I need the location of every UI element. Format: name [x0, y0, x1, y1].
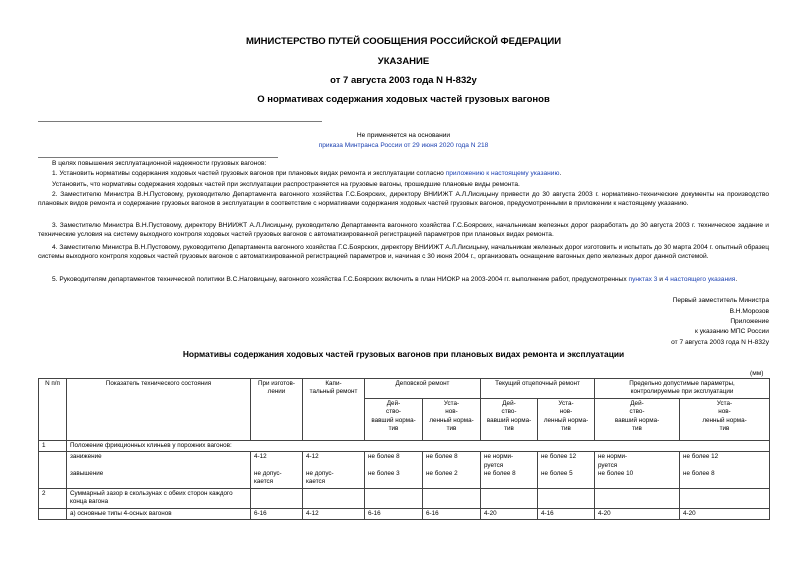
- document-type: УКАЗАНИЕ: [377, 56, 430, 67]
- paragraph-3: 3. Заместителю Министра В.Н.Пустовому, директору ВНИИЖТ А.Л.Лисицыну, руководителю Департамента вагонного хозяйства Г.С.Боярских, начальникам железных дорог разработать до 30 августа 2003 г. техническое задание и технические условия на систему выходного контроля ходовых частей грузовых вагонов с автоматизированной регистрацией параметров при плановых видах ремонта.: [38, 222, 769, 239]
- signature-name: В.Н.Морозов: [729, 308, 769, 315]
- document-title: О нормативах содержания ходовых частей грузовых вагонов: [257, 94, 550, 105]
- cell-current-active: не норми- руется не более 8: [481, 452, 538, 489]
- notice-link-line: [0, 142, 807, 149]
- header-num: N п/п: [39, 379, 67, 441]
- table-row: [39, 452, 770, 489]
- intro-paragraph: В целях повышения эксплуатационной надежности грузовых вагонов:: [52, 160, 267, 167]
- subheader-established: Уста- нов- ленный норма- тив: [423, 398, 481, 440]
- table-row: [39, 440, 770, 451]
- row-num: 1: [39, 440, 67, 451]
- subheader-active: Дей- ство- вавший норма- тив: [481, 398, 538, 440]
- appendix-label: Приложение: [730, 318, 769, 325]
- subheader-active: Дей- ство- вавший норма- тив: [595, 398, 680, 440]
- row-title: Суммарный зазор в скользунах с обеих сторон каждого конца вагона: [67, 488, 251, 508]
- cell-manufacture: 4-12 не допус- кается: [251, 452, 303, 489]
- notice-line: Не применяется на основании: [356, 132, 451, 139]
- header-divider: [38, 121, 322, 122]
- paragraph-4: 4. Заместителю Министра В.Н.Пустовому, руководителю Департамента вагонного хозяйства Г.С.Боярских, директору ВНИИЖТ А.Л.Лисицыну, начальникам железных дорог изготовить и испытать до 30 марта 2004 г. опытный образец системы выходного контроля ходовых частей грузовых вагонов с автоматизированной регистрацией параметров и, начиная с 30 июня 2004 г., организовать оснащение вагонных депо железных дорог данной системой.: [38, 244, 769, 261]
- clause-3-link[interactable]: пунктах 3: [628, 276, 658, 283]
- norms-table-title: Нормативы содержания ходовых частей грузовых вагонов при плановых видах ремонта и эксплуатации: [182, 349, 625, 359]
- notice-divider: [38, 157, 278, 158]
- subheader-established: Уста- нов- ленный норма- тив: [538, 398, 595, 440]
- table-row: [39, 488, 770, 508]
- header-manufacture: При изготов- лении: [251, 379, 303, 441]
- signature-position: Первый заместитель Министра: [672, 297, 769, 304]
- header-current-repair: Текущий отцепочный ремонт: [481, 379, 595, 399]
- subheader-established: Уста- нов- ленный норма- тив: [680, 398, 770, 440]
- appendix-link[interactable]: приложению к настоящему указанию: [445, 170, 560, 177]
- subheader-active: Дей- ство- вавший норма- тив: [365, 398, 423, 440]
- cell-current-established: не более 12 не более 5: [538, 452, 595, 489]
- paragraph-2: 2. Заместителю Министра В.Н.Пустовому, руководителю Департамента вагонного хозяйства Г.С.Боярских, директору ВНИИЖТ А.Л.Лисицыну привести до 30 августа 2003 г. нормативно-технические документы на производство плановых видов ремонта и содержание грузовых вагонов в эксплуатации в соответствие с нормативами содержания ходовых частей грузовых вагонов, предусмотренными в приложении к настоящему указанию.: [38, 191, 769, 208]
- cell-depot-established: не более 8 не более 2: [423, 452, 481, 489]
- units-label: (мм): [750, 370, 764, 377]
- header-limit-params: Предельно допустимые параметры, контролируемые при эксплуатации: [595, 379, 770, 399]
- row-num: 2: [39, 488, 67, 508]
- paragraph-1b: Установить, что нормативы содержания ходовых частей при эксплуатации распространяется на грузовые вагоны, прошедшие плановые виды ремонта.: [52, 181, 520, 188]
- norms-table: [38, 378, 770, 520]
- header-parameter: Показатель технического состояния: [67, 379, 251, 441]
- cell-limit-established: не более 12 не более 8: [680, 452, 770, 489]
- table-header-row: [39, 379, 770, 399]
- row-label: занижение завышение: [67, 452, 251, 489]
- repeal-order-link[interactable]: приказа Минтранса России от 29 июня 2020 года N 218: [318, 142, 489, 149]
- row-label: а) основные типы 4-осных вагонов: [67, 508, 251, 519]
- header-capital-repair: Капи- тальный ремонт: [303, 379, 365, 441]
- table-row: а) основные типы 4-осных вагонов 6-16 4-12 6-16 6-16 4-20 4-16 4-20 4-20: [39, 508, 770, 519]
- cell-capital: 4-12 не допус- кается: [303, 452, 365, 489]
- clause-4-link[interactable]: 4 настоящего указания: [664, 276, 736, 283]
- paragraph-1: 1. Установить нормативы содержания ходовых частей грузовых вагонов при плановых видах ремонта и эксплуатации согласно приложению к настоящему указанию.: [52, 170, 562, 177]
- cell-depot-active: не более 8 не более 3: [365, 452, 423, 489]
- row-title: Положение фрикционных клиньев у порожних вагонов:: [67, 440, 770, 451]
- ministry-heading: МИНИСТЕРСТВО ПУТЕЙ СООБЩЕНИЯ РОССИЙСКОЙ ФЕДЕРАЦИИ: [245, 36, 562, 47]
- document-date-number: от 7 августа 2003 года N Н-832у: [330, 75, 477, 86]
- appendix-to-order: к указанию МПС России: [695, 328, 769, 335]
- appendix-date: от 7 августа 2003 года N Н-832у: [671, 339, 769, 346]
- cell-limit-active: не норми- руется не более 10: [595, 452, 680, 489]
- paragraph-5: 5. Руководителям департаментов технической политики В.С.Наговицыну, вагонного хозяйства Г.С.Боярских включить в план НИОКР на 2003-2004 гг. выполнение работ, предусмотренных пунктах 3 и 4 настоящего указания.: [52, 276, 738, 283]
- header-depot-repair: Деповской ремонт: [365, 379, 481, 399]
